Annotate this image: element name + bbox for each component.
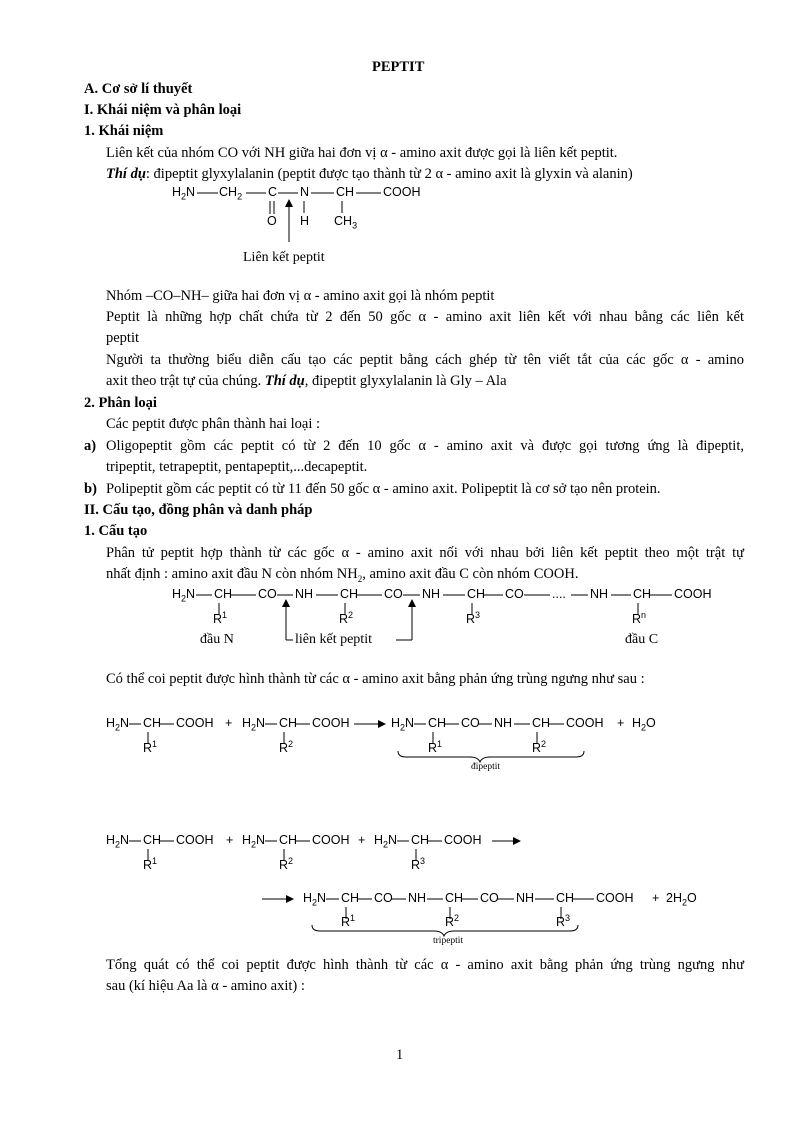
r1-nh-c: NH	[494, 716, 513, 730]
item-a-label: a)	[84, 438, 97, 454]
r1-plus: +	[225, 716, 233, 730]
s2-dau-n: đầu N	[200, 632, 234, 647]
r2-cooh-c: COOH	[444, 833, 482, 847]
r1-ch-d: CH	[532, 716, 551, 730]
r2-co-p2: CO	[480, 891, 499, 905]
s1-n: N	[300, 185, 310, 199]
r2-plus-b: +	[358, 833, 366, 847]
example-label: Thí dụ	[106, 166, 146, 182]
r2-nh-p2: NH	[516, 891, 535, 905]
s1-h: H	[300, 214, 310, 228]
s2-h2n: $H_2N$	[172, 587, 196, 604]
r2-r1p: $R^1$	[341, 912, 356, 929]
s2-ch3: CH	[467, 587, 486, 601]
item-a-line1: Oligopeptit gồm các peptit có từ 2 đến 10 gốc α - amino axit và được gọi tương ứng là đipeptit,	[106, 438, 744, 454]
r1-ch-a: CH	[143, 716, 162, 730]
heading-1: 1. Khái niệm	[84, 123, 164, 139]
paragraph-peptide-def-2: peptit	[106, 330, 140, 346]
r1-plus-2: +	[617, 716, 625, 730]
r1-ch-c: CH	[428, 716, 447, 730]
r2-cooh-b: COOH	[312, 833, 350, 847]
r1-cooh-d: COOH	[566, 716, 604, 730]
paragraph-classes: Các peptit được phân thành hai loại :	[106, 416, 321, 432]
r1-co-c: CO	[461, 716, 480, 730]
r2-r1a: $R^1$	[143, 855, 158, 872]
s2-nhn: NH	[590, 587, 609, 601]
heading-a: A. Cơ sở lí thuyết	[84, 81, 193, 97]
notation-pre: axit theo trật tự của chúng.	[106, 373, 265, 389]
heading-ii-1: 1. Cấu tạo	[84, 523, 148, 539]
s2-co2: CO	[384, 587, 403, 601]
s2-r2: $R^2$	[339, 609, 354, 626]
r2-ch-p3: CH	[556, 891, 575, 905]
r2-ch-c: CH	[411, 833, 430, 847]
r1-r2b: $R^2$	[532, 738, 547, 755]
r1-label: đipeptit	[471, 762, 501, 772]
s2-dots: ....	[552, 587, 566, 601]
s1-c: C	[268, 185, 278, 199]
paragraph-general-1: Tổng quát có thể coi peptit được hình thành từ các α - amino axit bằng phản ứng trùng ngưng như	[106, 957, 744, 973]
s2-cooh: COOH	[674, 587, 712, 601]
r2-plus-p: +	[652, 891, 660, 905]
s2-rn: $R^n$	[632, 609, 647, 626]
paragraph-structure-1: Phân tử peptit hợp thành từ các gốc α - amino axit nối với nhau bởi liên kết peptit theo một trật tự	[106, 545, 744, 561]
s2-chn: CH	[633, 587, 652, 601]
heading-i: I. Khái niệm và phân loại	[84, 102, 242, 118]
r2-h2o: $2H_2O$	[666, 891, 697, 908]
r2-ch-a: CH	[143, 833, 162, 847]
s2-co3: CO	[505, 587, 524, 601]
s2-lk-peptit: liên kết peptit	[295, 632, 372, 647]
example-text: : đipeptit glyxylalanin (peptit được tạo thành từ 2 α - amino axit là glyxin và alanin)	[145, 166, 633, 182]
s2-r3: $R^3$	[466, 609, 481, 626]
page-title: PEPTIT	[372, 59, 425, 75]
r1-h2o: $H_2O$	[632, 716, 656, 733]
r1-ch-b: CH	[279, 716, 298, 730]
item-a-line2: tripeptit, tetrapeptit, pentapeptit,...decapeptit.	[106, 459, 368, 475]
notation-post: , đipeptit glyxylalanin là Gly – Ala	[304, 373, 507, 389]
paragraph-definition: Liên kết của nhóm CO với NH giữa hai đơn vị α - amino axit được gọi là liên kết peptit.	[106, 145, 618, 161]
r1-h2n-a: $H_2N$	[106, 716, 130, 733]
r1-cooh-a: COOH	[176, 716, 214, 730]
r2-r2p: $R^2$	[445, 912, 460, 929]
paragraph-notation-1: Người ta thường biểu diễn cấu tạo các peptit bằng cách ghép từ tên viết tắt của các gốc α - amino	[106, 352, 744, 368]
s2-co1: CO	[258, 587, 277, 601]
heading-ii: II. Cấu tạo, đồng phân và danh pháp	[84, 502, 313, 518]
notation-label: Thí dụ	[264, 373, 305, 389]
s1-ch2: $CH_2$	[219, 185, 243, 202]
s2-ch1: CH	[214, 587, 233, 601]
item-b-label: b)	[84, 481, 97, 497]
s1-h2n: $H_2N$	[172, 185, 196, 202]
r2-h2n-a: $H_2N$	[106, 833, 130, 850]
s2-dau-c: đầu C	[625, 632, 659, 647]
r2-h2n-b: $H_2N$	[242, 833, 266, 850]
r1-cooh-b: COOH	[312, 716, 350, 730]
r2-r2a: $R^2$	[279, 855, 294, 872]
r1-r2a: $R^2$	[279, 738, 294, 755]
s2-nh1: NH	[295, 587, 314, 601]
s1-cooh: COOH	[383, 185, 421, 199]
r2-ch-p2: CH	[445, 891, 464, 905]
paragraph-general-2: sau (kí hiệu Aa là α - amino axit) :	[106, 978, 305, 994]
paragraph-structure-2: nhất định : amino axit đầu N còn nhóm $NH_2$, amino axit đầu C còn nhóm COOH.	[106, 566, 579, 584]
item-b-line1: Polipeptit gồm các peptit có từ 11 đến 50 gốc α - amino axit. Polipeptit là cơ sở tạo nên protein.	[106, 481, 661, 497]
r2-label: tripeptit	[433, 936, 464, 946]
page-number: 1	[396, 1047, 404, 1063]
r2-nh-p1: NH	[408, 891, 427, 905]
s1-ch: CH	[336, 185, 355, 199]
paragraph-condensation: Có thể coi peptit được hình thành từ các α - amino axit bằng phản ứng trùng ngưng như sau :	[106, 671, 645, 687]
r2-ch-p1: CH	[341, 891, 360, 905]
r1-h2n-b: $H_2N$	[242, 716, 266, 733]
r1-r1a: $R^1$	[143, 738, 158, 755]
r2-r3a: $R^3$	[411, 855, 426, 872]
r2-co-p1: CO	[374, 891, 393, 905]
s2-nh2: NH	[422, 587, 441, 601]
r2-ch-b: CH	[279, 833, 298, 847]
r2-h2n-p: $H_2N$	[303, 891, 327, 908]
s2-r1: $R^1$	[213, 609, 228, 626]
paragraph-peptide-def-1: Peptit là những hợp chất chứa từ 2 đến 50 gốc α - amino axit liên kết với nhau bằng các liên kết	[106, 309, 744, 325]
s1-o: O	[267, 214, 277, 228]
r2-h2n-c: $H_2N$	[374, 833, 398, 850]
r2-cooh-a: COOH	[176, 833, 214, 847]
r2-r3p: $R^3$	[556, 912, 571, 929]
paragraph-group: Nhóm –CO–NH– giữa hai đơn vị α - amino axit gọi là nhóm peptit	[106, 288, 495, 304]
r1-r1b: $R^1$	[428, 738, 443, 755]
r2-plus-a: +	[226, 833, 234, 847]
s2-ch2: CH	[340, 587, 359, 601]
s1-caption: Liên kết peptit	[243, 250, 325, 265]
r2-cooh-p: COOH	[596, 891, 634, 905]
heading-2: 2. Phân loại	[84, 395, 157, 411]
r1-h2n-c: $H_2N$	[391, 716, 415, 733]
s1-ch3: $CH_3$	[334, 214, 358, 231]
